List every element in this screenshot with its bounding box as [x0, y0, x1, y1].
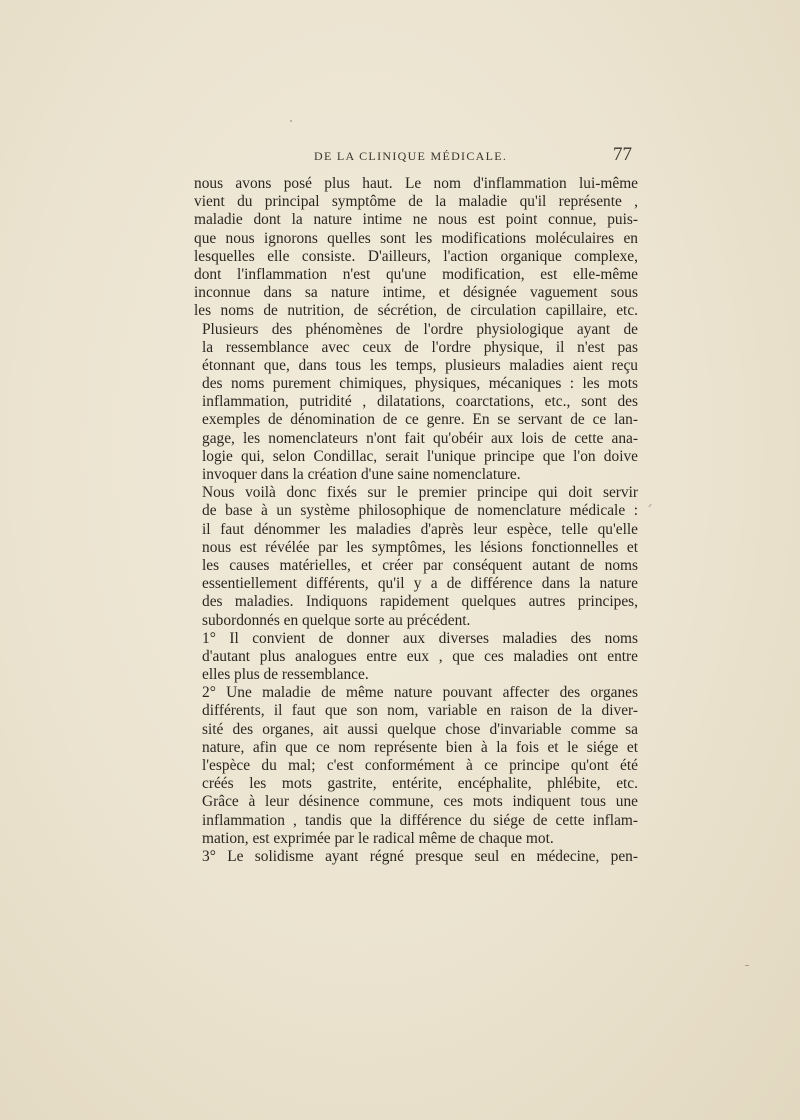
text-line: nature, afin que ce nom représente bien à la fois et le siége et	[202, 738, 638, 756]
text-line: inconnue dans sa nature intime, et désignée vaguement sous	[194, 284, 638, 302]
text-line: dont l'inflammation n'est qu'une modification, est elle-même	[194, 265, 638, 283]
text-line: des maladies. Indiquons rapidement quelques autres principes,	[202, 593, 638, 611]
text-line: 3° Le solidisme ayant régné presque seul en médecine, pen-	[202, 847, 638, 865]
paragraph	[194, 484, 638, 630]
text-line: 2° Une maladie de même nature pouvant affecter des organes	[202, 684, 638, 702]
text-line: mation, est exprimée par le radical même de chaque mot.	[202, 829, 554, 847]
body-text	[194, 175, 638, 866]
text-line: les noms de nutrition, de sécrétion, de circulation capillaire, etc.	[194, 302, 638, 320]
text-line: exemples de dénomination de ce genre. En se servant de ce lan-	[202, 411, 638, 429]
paper-speck	[290, 120, 292, 122]
text-line: que nous ignorons quelles sont les modifications moléculaires en	[194, 229, 638, 247]
text-line: Plusieurs des phénomènes de l'ordre physiologique ayant de	[202, 320, 638, 338]
text-line: 1° Il convient de donner aux diverses maladies des noms	[202, 629, 638, 647]
text-line: différents, il faut que son nom, variable en raison de la diver-	[202, 702, 638, 720]
text-line: des noms purement chimiques, physiques, mécaniques : les mots	[202, 375, 638, 393]
text-line: étonnant que, dans tous les temps, plusieurs maladies aient reçu	[202, 356, 638, 374]
running-head: DE LA CLINIQUE MÉDICALE.	[314, 149, 508, 163]
text-line: il faut dénommer les maladies d'après leur espèce, telle qu'elle	[202, 520, 638, 538]
text-line: invoquer dans la création d'une saine nomenclature.	[202, 466, 521, 483]
text-line: elles plus de ressemblance.	[202, 666, 369, 684]
text-line: logie qui, selon Condillac, serait l'unique principe que l'on doive	[202, 447, 638, 465]
text-line: inflammation, putridité , dilatations, coarctations, etc., sont des	[202, 393, 638, 411]
text-line: subordonnés en quelque sorte au précédent.	[202, 611, 471, 629]
text-line: l'espèce du mal; c'est conformément à ce principe qu'ont été	[202, 757, 638, 774]
text-line: sité des organes, ait aussi quelque chose d'invariable comme sa	[202, 720, 638, 738]
text-line: de base à un système philosophique de nomenclature médicale :	[202, 502, 638, 520]
text-line: gage, les nomenclateurs n'ont fait qu'obéir aux lois de cette ana-	[202, 429, 638, 447]
paragraph	[194, 321, 638, 485]
paragraph	[194, 684, 638, 848]
paragraph	[194, 848, 638, 866]
paper-speck	[745, 965, 749, 966]
paragraph	[194, 630, 638, 685]
text-line: Nous voilà donc fixés sur le premier principe qui doit servir	[202, 484, 638, 502]
text-line: lesquelles elle consiste. D'ailleurs, l'action organique complexe,	[194, 247, 638, 265]
text-line: la ressemblance avec ceux de l'ordre physique, il n'est pas	[202, 338, 638, 356]
paragraph	[194, 175, 638, 321]
text-line: créés les mots gastrite, entérite, encéphalite, phlébite, etc.	[202, 775, 638, 793]
text-line: nous est révélée par les symptômes, les lésions fonctionnelles et	[202, 538, 638, 556]
text-line: maladie dont la nature intime ne nous est point connue, puis-	[194, 211, 638, 229]
text-line: d'autant plus analogues entre eux , que ces maladies ont entre	[202, 647, 638, 665]
text-line: Grâce à leur désinence commune, ces mots indiquent tous une	[202, 793, 638, 811]
page-number: 77	[613, 144, 632, 165]
text-line: les causes matérielles, et créer par conséquent autant de noms	[202, 556, 638, 574]
paper-speck	[648, 504, 651, 508]
text-line: inflammation , tandis que la différence du siége de cette inflam-	[202, 811, 638, 829]
text-line: nous avons posé plus haut. Le nom d'inflammation lui-même	[194, 175, 638, 192]
page-header	[194, 146, 638, 168]
text-line: vient du principal symptôme de la maladie qu'il représente ,	[194, 193, 638, 211]
text-line: essentiellement différents, qu'il y a de différence dans la nature	[202, 575, 638, 593]
